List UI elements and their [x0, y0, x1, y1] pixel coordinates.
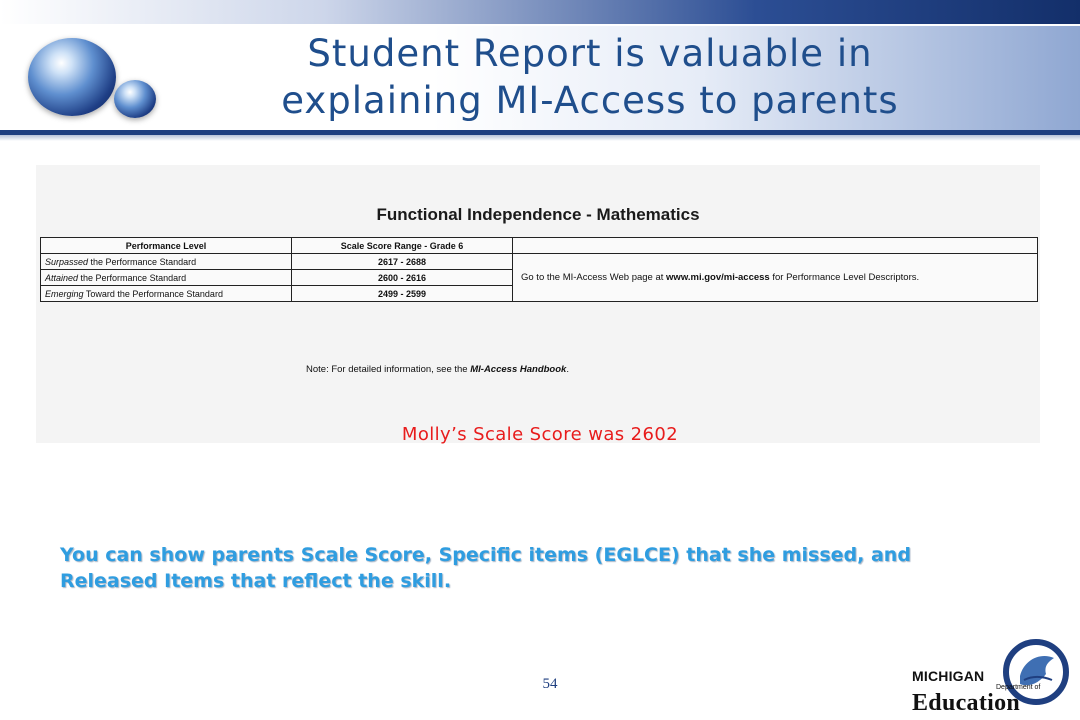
header-empty-cell — [513, 238, 1038, 254]
decorative-orb-large — [28, 38, 116, 116]
logo-word-department: Department of — [996, 684, 1041, 691]
body-text-line2: Released Items that reflect the skill. — [60, 570, 452, 592]
header-performance-level: Performance Level — [41, 238, 292, 254]
range-cell: 2499 - 2599 — [292, 286, 513, 302]
top-gradient-band — [0, 0, 1080, 24]
body-text — [60, 542, 1050, 594]
range-cell: 2617 - 2688 — [292, 254, 513, 270]
body-text-line1: You can show parents Scale Score, Specific items (EGLCE) that she missed, and — [60, 544, 911, 566]
report-scan-image — [36, 165, 1040, 443]
page-number: 54 — [542, 676, 558, 692]
descriptor-link-cell: Go to the MI-Access Web page at www.mi.gov/mi-access for Performance Level Descriptors. — [513, 254, 1038, 302]
slide-title — [160, 30, 1020, 124]
slide-title-line2: explaining MI-Access to parents — [281, 79, 899, 122]
performance-level-table — [40, 237, 1038, 302]
report-title: Functional Independence - Mathematics — [376, 205, 700, 224]
logo-word-education: Education — [912, 690, 1021, 716]
level-cell: Surpassed the Performance Standard — [41, 254, 292, 270]
michigan-education-logo — [908, 636, 1074, 716]
report-note: Note: For detailed information, see the MI-Access Handbook. — [306, 364, 569, 375]
range-cell: 2600 - 2616 — [292, 270, 513, 286]
mi-access-url: www.mi.gov/mi-access — [666, 272, 770, 283]
table-row — [41, 254, 1038, 270]
molly-score-callout: Molly’s Scale Score was 2602 — [401, 424, 679, 445]
logo-word-michigan: MICHIGAN — [912, 668, 985, 684]
slide-title-line1: Student Report is valuable in — [307, 32, 873, 75]
level-cell: Emerging Toward the Performance Standard — [41, 286, 292, 302]
header-divider — [0, 135, 1080, 141]
decorative-orb-small — [114, 80, 156, 118]
table-header-row — [41, 238, 1038, 254]
level-cell: Attained the Performance Standard — [41, 270, 292, 286]
header-scale-score-range: Scale Score Range - Grade 6 — [292, 238, 513, 254]
